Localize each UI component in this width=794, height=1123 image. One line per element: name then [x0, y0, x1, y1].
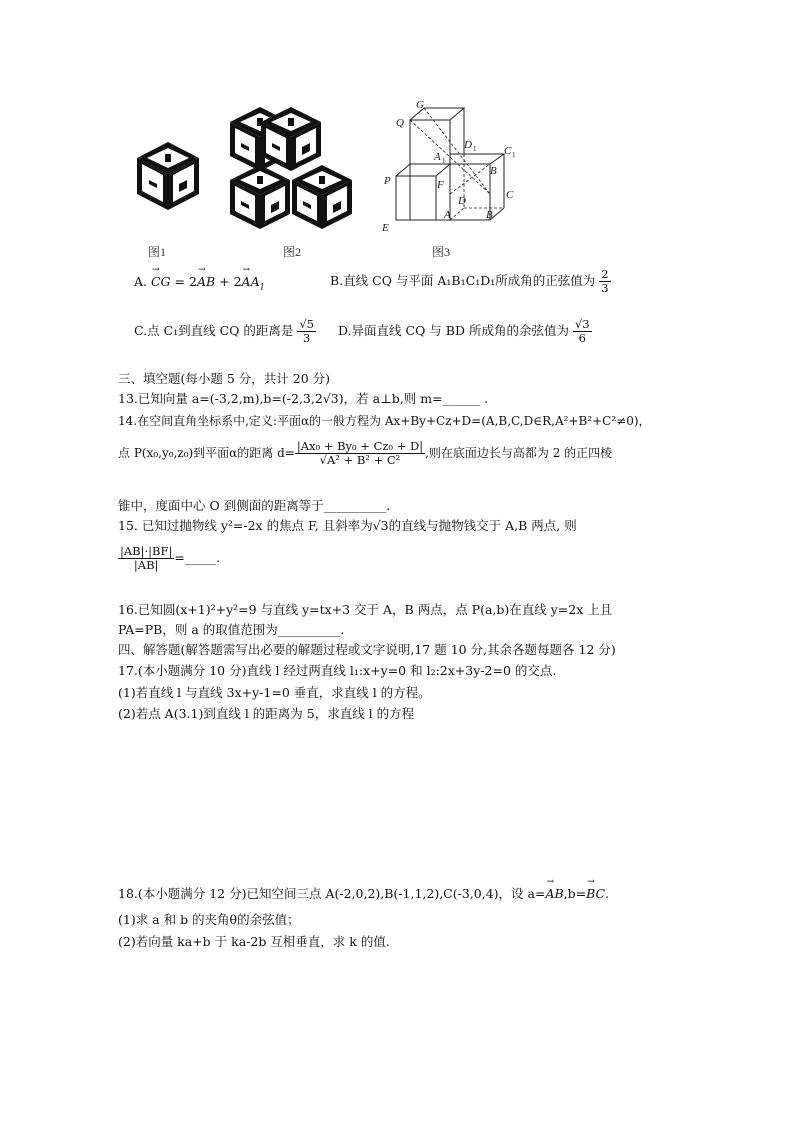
figure-1-caption: 图1 — [148, 245, 167, 259]
question-18-line-1: 18.(本小题满分 12 分)已知空间三点 A(-2,0,2),B(-1,1,2),C(-3,0,4)，设 a=→ AB,b=→ BC. — [118, 884, 609, 902]
question-14-line-3: 锥中，度面中心 O 到侧面的距离等于__________. — [118, 498, 391, 513]
fig3-label-p: P — [384, 175, 391, 187]
fig3-label-a: A — [444, 209, 451, 221]
fig3-label-c1-sub: 1 — [512, 151, 516, 159]
vector-cg: → CG — [151, 274, 171, 289]
fig3-label-b: B — [486, 209, 493, 221]
vector-aa1: → $AA_1$ — [242, 274, 265, 292]
figure-1-cube — [135, 140, 201, 212]
fig3-label-c1: C — [504, 145, 512, 157]
option-c-fraction: $\frac{√5}{3}$ — [299, 317, 315, 346]
figure-2-cubes — [228, 105, 356, 233]
option-a: A. → CG = 2→ AB + $2\to AA_1$ — [134, 274, 265, 292]
question-13: 13.已知向量 a=(-3,2,m),b=(-2,3,2√3)，若 a⊥b,则 m=______ . — [118, 391, 489, 406]
fig3-label-g: G — [416, 99, 424, 111]
fig3-label-d1: D — [464, 139, 472, 151]
section-4-title: 四、解答题(解答题需写出必要的解题过程或文字说明,17 题 10 分,其余各题每题各 12 分) — [118, 642, 616, 657]
question-18-line-3: (2)若向量 ka+b 于 ka-2b 互相垂直，求 k 的值. — [118, 934, 390, 949]
option-b: B.直线 CQ 与平面 A₁B₁C₁D₁所成角的正弦值为 $\frac{2}{3}$ — [330, 267, 609, 296]
fig3-label-a1-sub: 1 — [442, 157, 446, 165]
question-14-line-2: 点 P(x₀,y₀,z₀)到平面α的距离 d= $\frac{\text{|Ax₀ + By₀ + Cz₀ + D|}}{\text{√A² + B² + C²}}$ ,则在底面边长与高都为 2 的正四棱 — [118, 439, 613, 468]
distance-formula: $\frac{\text{|Ax₀ + By₀ + Cz₀ + D|}}{\text{√A² + B² + C²}}$ — [296, 439, 424, 468]
question-14-line-1: 14.在空间直角坐标系中,定义:平面α的一般方程为 Ax+By+Cz+D=(A,B,C,D∈R,A²+B²+C²≠0)， — [118, 414, 651, 428]
question-16-line-2: PA=PB，则 a 的取值范围为__________. — [118, 622, 345, 637]
fig3-label-d: D — [458, 195, 466, 207]
fig3-label-c: C — [506, 189, 514, 201]
option-d: D.异面直线 CQ 与 BD 所成角的余弦值为 $\frac{√3}{6}$ — [338, 317, 590, 346]
option-d-fraction: $\frac{√3}{6}$ — [574, 317, 590, 346]
figure-3-caption: 图3 — [432, 245, 451, 259]
question-15-fraction: $\frac{|AB|\cdot|BF|}{|AB|}$ — [120, 544, 173, 573]
vector-ab-q18: → AB — [545, 886, 563, 901]
question-16-line-1: 16.已知圆(x+1)²+y²=9 与直线 y=tx+3 交于 A，B 两点，点 P(a,b)在直线 y=2x 上且 — [118, 602, 613, 617]
figure-3-diagram — [380, 98, 530, 238]
option-c: C.点 C₁到直线 CQ 的距离是 $\frac{√5}{3}$ — [134, 317, 315, 346]
question-18-line-2: (1)求 a 和 b 的夹角θ的余弦值； — [118, 912, 300, 927]
question-17-line-3: (2)若点 A(3.1)到直线 l 的距离为 5，求直线 l 的方程 — [118, 706, 415, 721]
fig3-label-e: E — [382, 222, 389, 234]
question-15-line-2: $\frac{|AB|\cdot|BF|}{|AB|}$ =_____. — [120, 544, 221, 573]
vector-ab: → AB — [197, 274, 215, 289]
fig3-label-q: Q — [396, 117, 404, 129]
section-3-title: 三、填空题(每小题 5 分，共计 20 分) — [118, 371, 331, 386]
figure-2-caption: 图2 — [283, 245, 302, 259]
fig3-label-d1-sub: 1 — [473, 145, 477, 153]
question-17-line-2: (1)若直线 l 与直线 3x+y-1=0 垂直，求直线 l 的方程。 — [118, 685, 431, 700]
fig3-label-f: F — [437, 179, 444, 191]
option-b-fraction: $\frac{2}{3}$ — [601, 267, 609, 296]
fig3-label-b1: B — [490, 165, 497, 177]
fig3-label-a1: A — [434, 151, 441, 163]
vector-bc-q18: → BC — [586, 886, 605, 901]
question-17-line-1: 17.(本小题满分 10 分)直线 l 经过两直线 l₁:x+y=0 和 l₂:2x+3y-2=0 的交点. — [118, 663, 557, 678]
question-15-line-1: 15. 已知过抛物线 y²=-2x 的焦点 F, 且斜率为√3的直线与抛物钱交于 A,B 两点, 则 — [118, 518, 577, 533]
